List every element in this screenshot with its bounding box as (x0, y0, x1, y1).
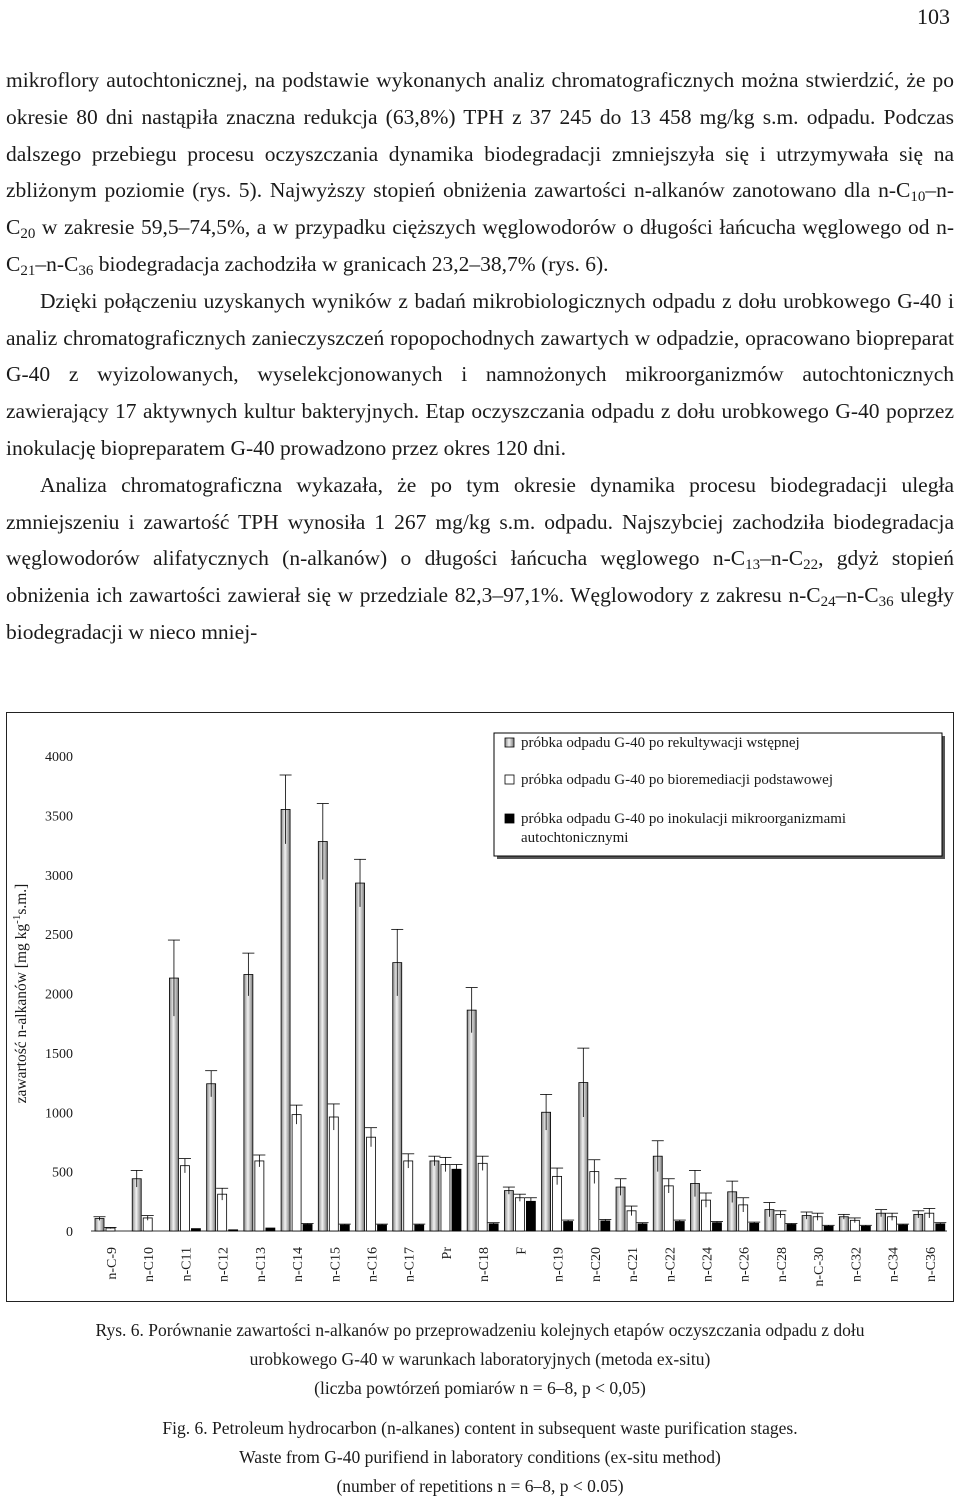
caption-pl-line: urobkowego G-40 w warunkach laboratoryjnych (metoda ex-situ) (249, 1349, 711, 1369)
y-tick-label: 4000 (45, 750, 73, 765)
bar-3 (526, 1201, 535, 1231)
y-tick-label: 2500 (45, 928, 73, 944)
y-axis-title: zawartość n-alkanów [mg $kg^{-1}s.m$.] (11, 883, 30, 1104)
bar-3 (712, 1223, 721, 1231)
legend-label: próbka odpadu G-40 po rekultywacji wstępnej (521, 735, 800, 751)
caption-polish (0, 1316, 960, 1403)
bar-2 (329, 1117, 338, 1231)
bar-2 (292, 1115, 301, 1231)
subscript: 13 (745, 557, 761, 574)
x-tick-label: n-C-30 (812, 1247, 828, 1287)
x-tick-label: n-C15 (328, 1247, 344, 1282)
bar-2 (404, 1161, 413, 1231)
bar-1 (356, 883, 365, 1231)
x-tick-label: n-C22 (663, 1247, 679, 1282)
bar-1 (318, 842, 327, 1232)
bar-3 (191, 1229, 200, 1231)
bar-3 (564, 1222, 573, 1232)
bar-1 (430, 1161, 439, 1231)
bar-3 (601, 1221, 610, 1231)
y-tick-label: 1500 (45, 1046, 73, 1062)
body-text (6, 62, 954, 651)
bar-2 (441, 1165, 450, 1232)
x-tick-label: n-C20 (588, 1247, 604, 1282)
x-tick-label: n-C28 (774, 1247, 790, 1282)
x-tick-label: n-C17 (402, 1247, 418, 1282)
x-tick-label: F (514, 1247, 530, 1255)
legend-swatch-3 (505, 814, 514, 823)
bar-1 (207, 1084, 216, 1231)
y-tick-label: 3500 (45, 809, 73, 825)
caption-en-line: Waste from G-40 purifiend in laboratory conditions (ex-situ method) (239, 1447, 721, 1467)
legend-swatch-1 (505, 738, 514, 747)
y-tick-label: 1000 (45, 1106, 73, 1122)
paragraph-1: mikroflory autochtonicznej, na podstawie wykonanych analiz chromatograficznych można stwierdzić, że po okresie 80 dni nastąpiła znaczna redukcja (63,8%) TPH z 37 245 do 13 458 mg/kg s.m. odpadu. Podczas dalszego przebiegu procesu oczyszczania dynamika biodegradacji zmniejszyła się i utrzymywała się na zbliżonym poziomie (rys. 5). Najwyższy stopień obniżenia zawartości n-alkanów zanotowano dla $n-C_{10}-n-C_{20}$ w zakresie 59,5–74,5%, a w przypadku cięższych węglowodorów o długości łańcucha węglowego od $n-C_{21}-n-C_{36}$ biodegradacja zachodziła w granicach 23,2–38,7% (rys. 6). (6, 68, 954, 279)
bar-2 (180, 1166, 189, 1231)
subscript: 24 (820, 594, 836, 611)
bar-1 (393, 963, 402, 1231)
x-tick-label: n-C21 (626, 1247, 642, 1282)
y-tick-label: 0 (66, 1225, 73, 1240)
y-tick-label: 3000 (45, 868, 73, 884)
subscript: 36 (878, 594, 894, 611)
x-tick-label: n-C11 (179, 1247, 195, 1282)
subscript: 20 (20, 226, 36, 243)
paragraph-2: Dzięki połączeniu uzyskanych wyników z badań mikrobiologicznych odpadu z dołu urobkowego G-40 i analiz chromatograficznych zanieczyszczeń ropopochodnych zawartych w odpadzie, opracowano biopreparat G-40 z wyizolowanych, wyselekcjonowanych i namnożonych mikroorganizmów autochtonicznych zawierający 17 aktywnych kultur bakteryjnych. Etap oczyszczania odpadu z dołu urobkowego G-40 poprzez inokulację biopreparatem G-40 prowadzono przez okres 120 dni. (6, 288, 954, 460)
y-tick-label: 500 (52, 1165, 73, 1181)
subscript: 10 (910, 189, 926, 206)
x-tick-label: n-C18 (477, 1247, 493, 1282)
caption-pl-line: (liczba powtórzeń pomiarów n = 6–8, p < 0,05) (314, 1378, 646, 1398)
bar-3 (229, 1230, 238, 1231)
bar-3 (303, 1224, 312, 1231)
bar-2 (255, 1161, 264, 1231)
caption-en-line: (number of repetitions n = 6–8, p < 0.05) (336, 1476, 624, 1496)
bar-3 (675, 1222, 684, 1232)
bar-chart (7, 713, 953, 1301)
subscript: 21 (20, 262, 36, 279)
bar-1 (95, 1219, 104, 1231)
bar-1 (244, 975, 253, 1232)
x-tick-label: n-C13 (253, 1247, 269, 1282)
bar-2 (515, 1198, 524, 1231)
page-number: 103 (917, 4, 950, 29)
x-tick-label: n-C32 (849, 1247, 865, 1282)
bar-2 (367, 1137, 376, 1231)
bar-3 (452, 1169, 461, 1231)
x-tick-label: n-C19 (551, 1247, 567, 1282)
x-tick-label: n-C24 (700, 1247, 716, 1282)
y-tick-label: 2000 (45, 987, 73, 1003)
figure-6-chart (6, 712, 954, 1302)
bar-1 (467, 1010, 476, 1231)
bar-3 (787, 1224, 796, 1231)
legend-label: autochtonicznymi (521, 830, 629, 846)
x-tick-label: n-C16 (365, 1247, 381, 1282)
bar-2 (478, 1163, 487, 1231)
caption-english (0, 1414, 960, 1501)
x-tick-label: n-C34 (886, 1247, 902, 1282)
subscript: 22 (803, 557, 819, 574)
caption-pl-line: Rys. 6. Porównanie zawartości n-alkanów po przeprowadzeniu kolejnych etapów oczyszczania odpadu z dołu (95, 1320, 865, 1340)
x-tick-label: n-C10 (142, 1247, 158, 1282)
bar-1 (504, 1191, 513, 1231)
x-tick-label: Pr (439, 1247, 455, 1260)
paragraph-3: Analiza chromatograficzna wykazała, że po tym okresie dynamika procesu biodegradacji uległa zmniejszeniu i zawartość TPH wynosiła 1 267 mg/kg s.m. odpadu. Najszybciej zachodziła biodegradacja węglowodorów alifatycznych (n-alkanów) o długości łańcucha węglowego $n-C_{13}-n-C_{22}$, gdyż stopień obniżenia ich zawartości zawierał się w przedziale 82,3–97,1%. Węglowodory z zakresu $n-C_{24}-n-C_{36}$ uległy biodegradacji w nieco mniej- (6, 472, 954, 644)
caption-en-line: Fig. 6. Petroleum hydrocarbon (n-alkanes) content in subsequent waste purification stages. (162, 1418, 798, 1438)
x-tick-label: n-C14 (291, 1247, 307, 1282)
bar-1 (281, 809, 290, 1231)
bar-3 (266, 1228, 275, 1231)
legend-label: próbka odpadu G-40 po inokulacji mikroorganizmami (521, 811, 847, 827)
legend-label: próbka odpadu G-40 po bioremediacji podstawowej (521, 772, 834, 788)
x-tick-label: n-C12 (216, 1247, 232, 1282)
legend-swatch-2 (505, 775, 514, 784)
x-tick-label: n-C-9 (105, 1247, 120, 1280)
subscript: 36 (78, 262, 94, 279)
x-tick-label: n-C26 (737, 1247, 753, 1282)
x-tick-label: n-C36 (923, 1247, 939, 1282)
